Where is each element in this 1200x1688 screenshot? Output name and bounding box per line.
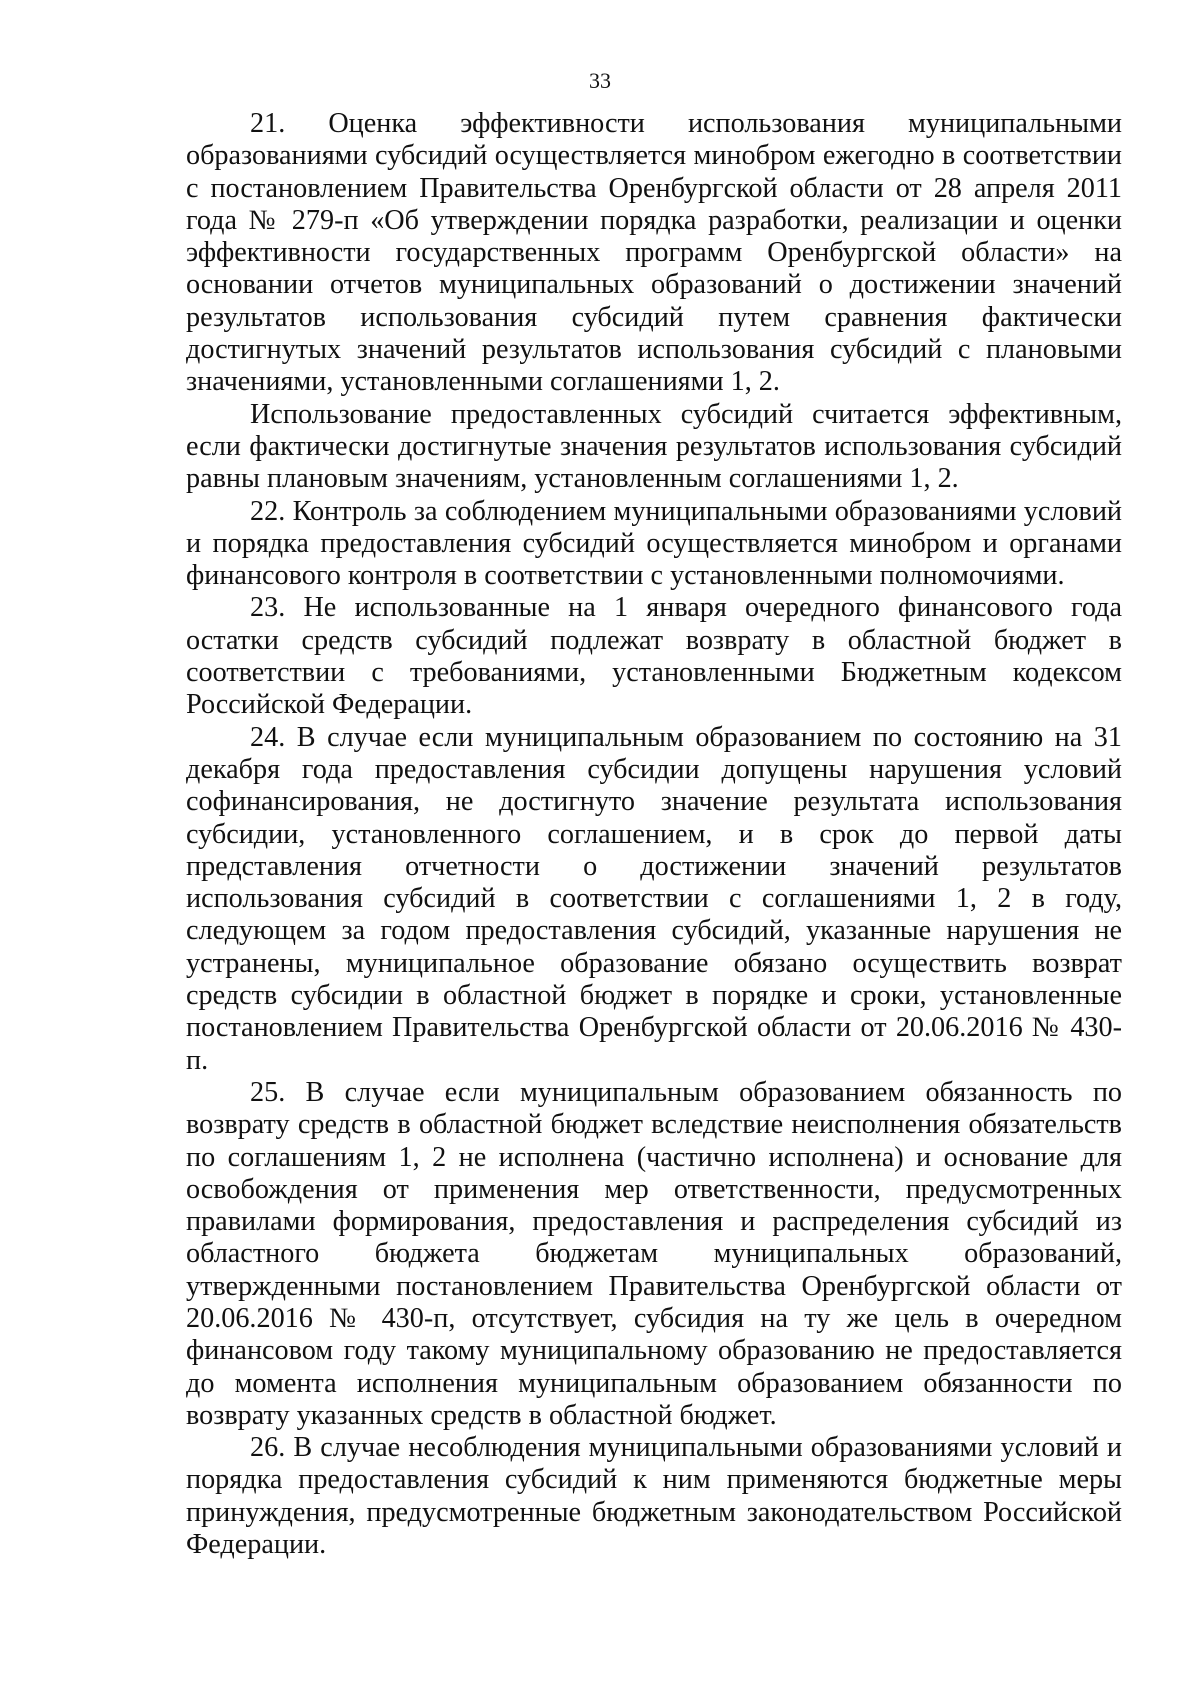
document-body: [186, 108, 1122, 1561]
paragraph-22: 22. Контроль за соблюдением муниципальными образованиями условий и порядка предоставления субсидий осуществляется минобром и органами финансового контроля в соответствии с установленными полномочиями.: [186, 495, 1122, 592]
paragraph-21: 21. Оценка эффективности использования муниципальными образованиями субсидий осуществляется минобром ежегодно в соответствии с постановлением Правительства Оренбургской области от 28 апреля 2011 года № 279-п «Об утверждении порядка разработки, реализации и оценки эффективности государственных программ Оренбургской области» на основании отчетов муниципальных образований о достижении значений результатов использования субсидий путем сравнения фактически достигнутых значений результатов использования субсидий с плановыми значениями, установленными соглашениями 1, 2.: [186, 108, 1122, 398]
paragraph-24: 24. В случае если муниципальным образованием по состоянию на 31 декабря года предоставления субсидии допущены нарушения условий софинансирования, не достигнуто значение результата использования субсидии, установленного соглашением, и в срок до первой даты представления отчетности о достижении значений результатов использования субсидий в соответствии с соглашениями 1, 2 в году, следующем за годом предоставления субсидий, указанные нарушения не устранены, муниципальное образование обязано осуществить возврат средств субсидии в областной бюджет в порядке и сроки, установленные постановлением Правительства Оренбургской области от 20.06.2016 № 430-п.: [186, 721, 1122, 1076]
paragraph-26: 26. В случае несоблюдения муниципальными образованиями условий и порядка предоставления субсидий к ним применяются бюджетные меры принуждения, предусмотренные бюджетным законодательством Российской Федерации.: [186, 1432, 1122, 1561]
page-number: 33: [589, 68, 611, 93]
paragraph-23: 23. Не использованные на 1 января очередного финансового года остатки средств субсидий подлежат возврату в областной бюджет в соответствии с требованиями, установленными Бюджетным кодексом Российской Федерации.: [186, 592, 1122, 721]
paragraph-21-efficiency: Использование предоставленных субсидий считается эффективным, если фактически достигнутые значения результатов использования субсидий равны плановым значениям, установленным соглашениями 1, 2.: [186, 398, 1122, 495]
paragraph-25: 25. В случае если муниципальным образованием обязанность по возврату средств в областной бюджет вследствие неисполнения обязательств по соглашениям 1, 2 не исполнена (частично исполнена) и основание для освобождения от применения мер ответственности, предусмотренных правилами формирования, предоставления и распределения субсидий из областного бюджета бюджетам муниципальных образований, утвержденными постановлением Правительства Оренбургской области от 20.06.2016 № 430-п, отсутствует, субсидия на ту же цель в очередном финансовом году такому муниципальному образованию не предоставляется до момента исполнения муниципальным образованием обязанности по возврату указанных средств в областной бюджет.: [186, 1076, 1122, 1431]
